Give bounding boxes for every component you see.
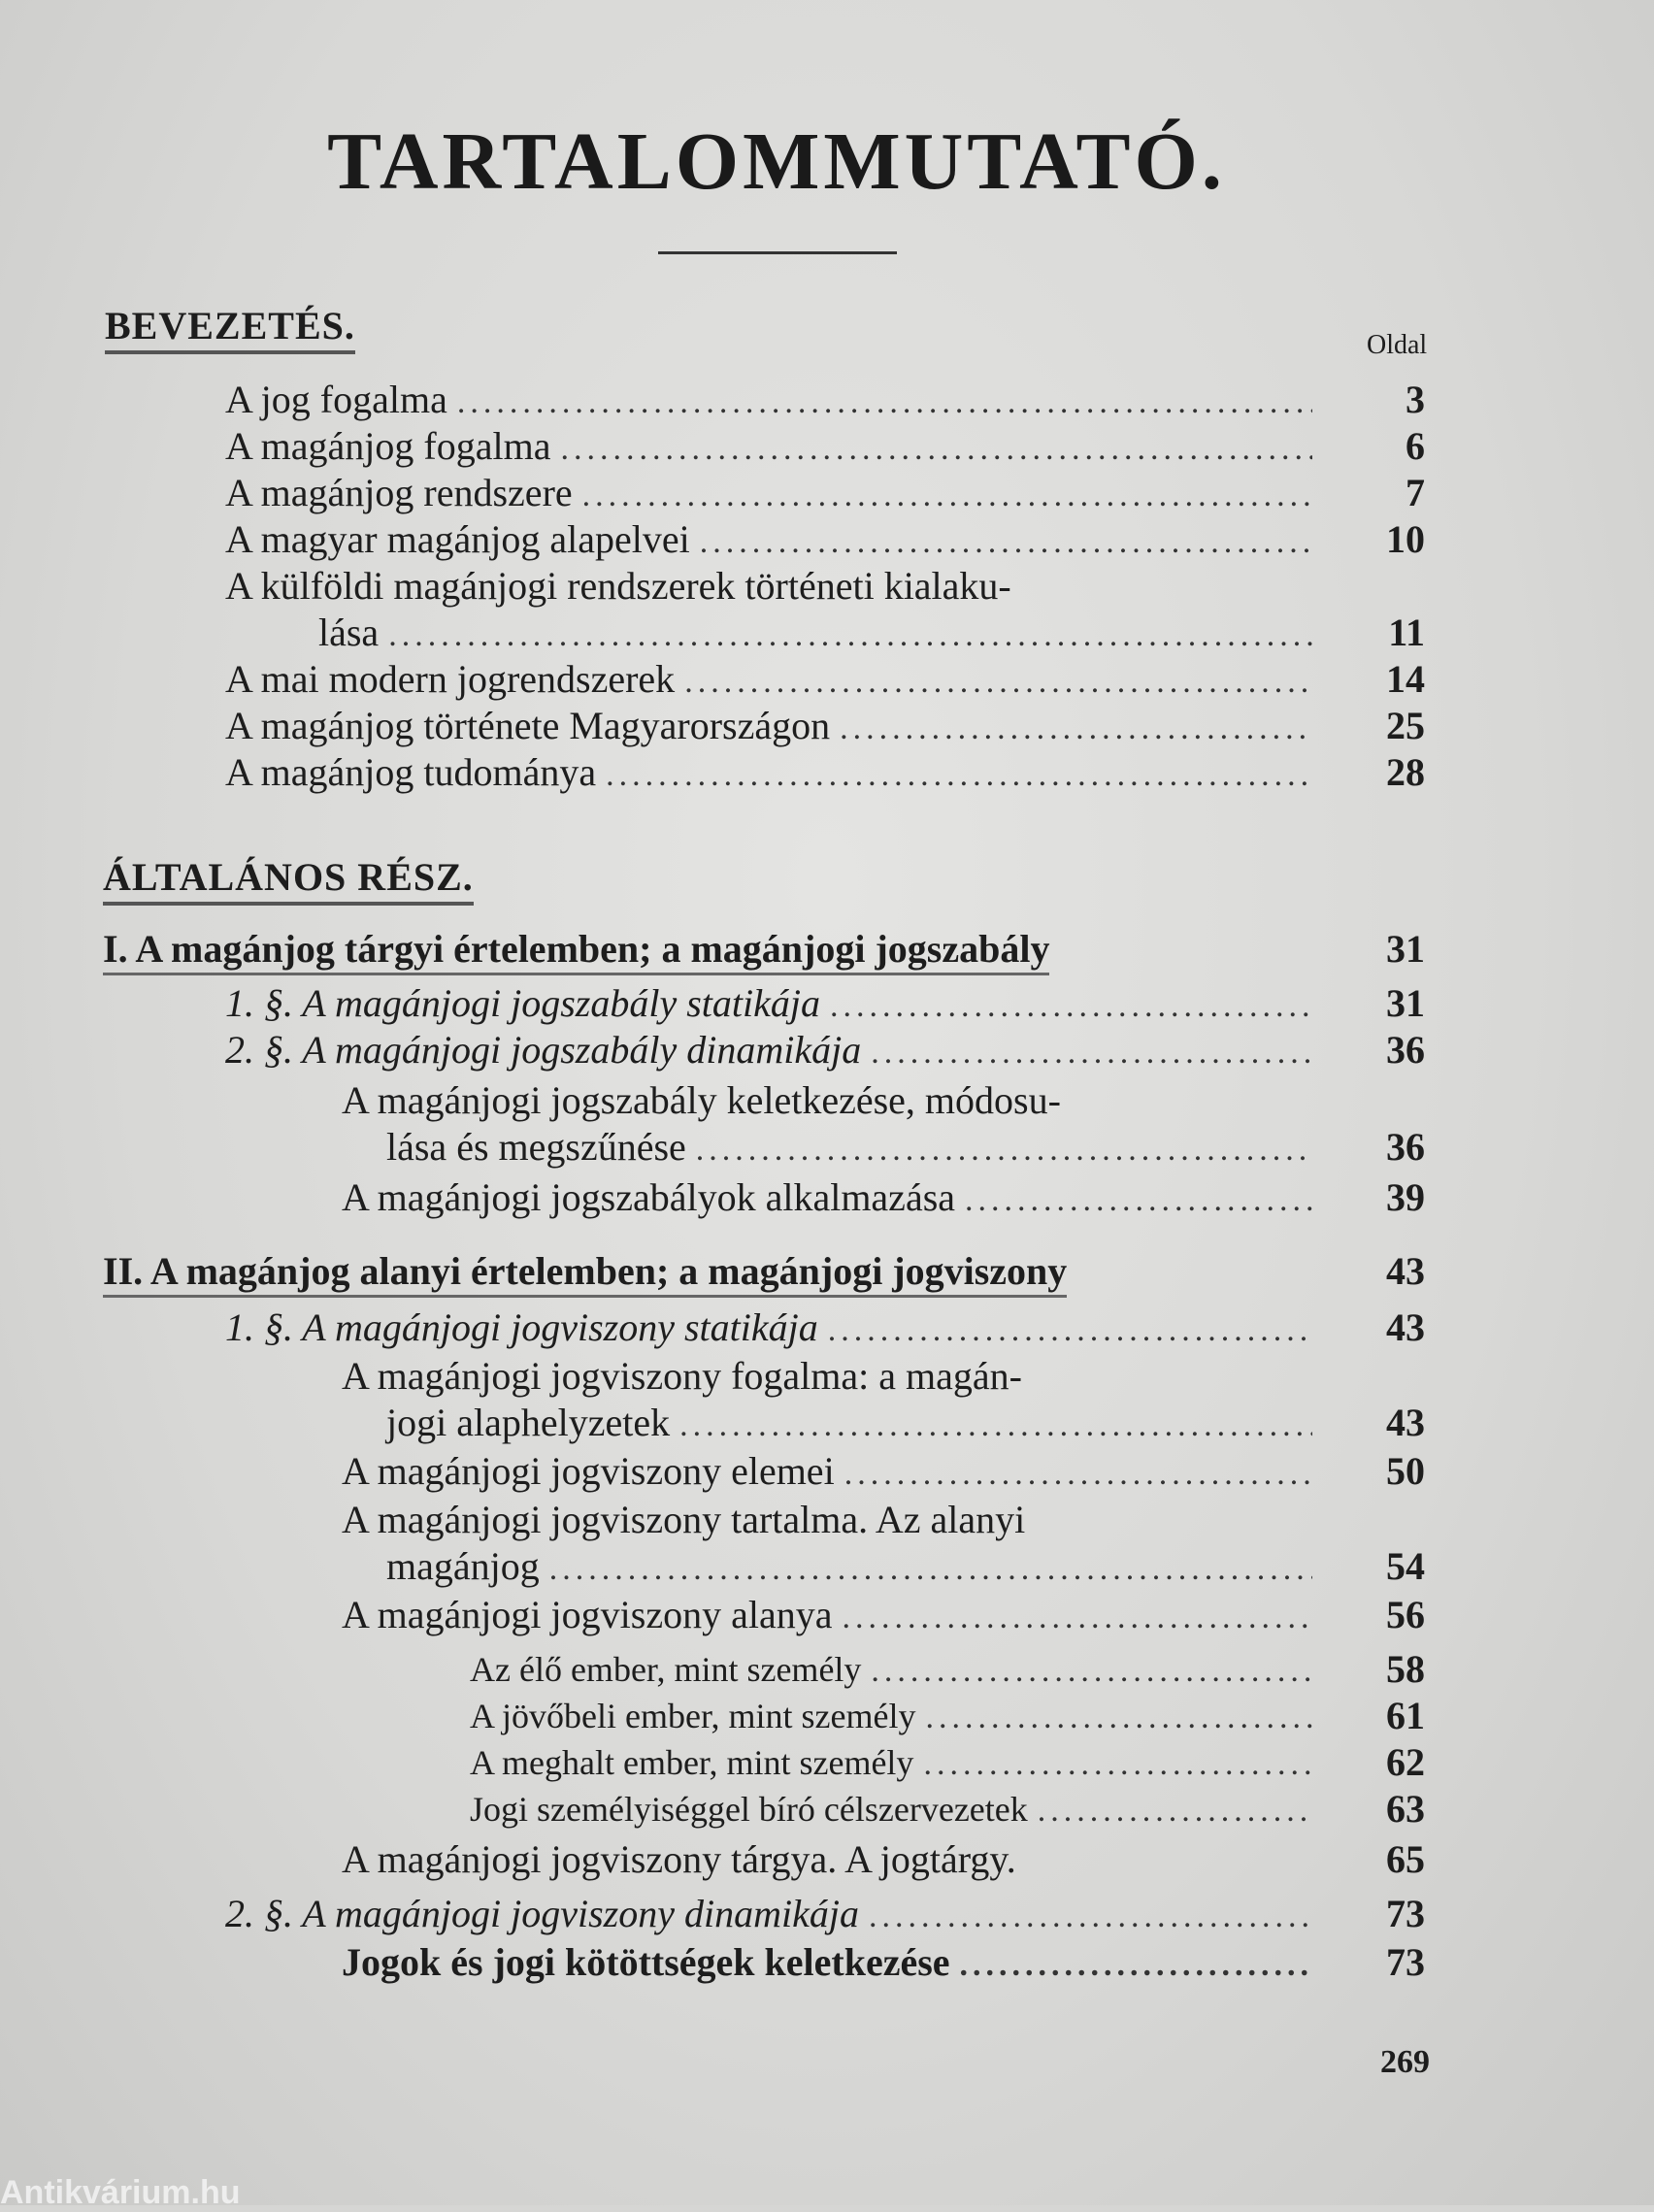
- toc-entry: 1. §. A magánjogi jogszabály statikája ..... 31: [225, 980, 1322, 1030]
- section-heading-general: ÁLTALÁNOS RÉSZ.: [103, 854, 474, 906]
- chapter-title: I. A magánjog tárgyi értelemben; a magánjogi jogszabály 31: [103, 926, 1322, 975]
- toc-entry: A magánjog rendszere ..... 7: [225, 470, 1322, 519]
- toc-entry: lása ..... 11: [318, 610, 1322, 659]
- toc-entry: A mai modern jogrendszerek ..... 14: [225, 656, 1322, 706]
- toc-entry: A magánjogi jogviszony alanya ..... 56: [342, 1592, 1322, 1641]
- toc-entry-line1: A magánjogi jogszabály keletkezése, módosu-: [342, 1078, 1061, 1122]
- toc-entry: A jog fogalma ..... 3: [225, 377, 1322, 426]
- section-heading-intro: BEVEZETÉS.: [105, 303, 355, 354]
- toc-entry: A magánjogi jogviszony elemei ..... 50: [342, 1448, 1322, 1498]
- toc-entry: lása és megszűnése ..... 36: [386, 1124, 1322, 1173]
- toc-entry: 2. §. A magánjogi jogszabály dinamikája ..... 36: [225, 1027, 1322, 1076]
- title-divider: [658, 251, 897, 254]
- toc-entry: jogi alaphelyzetek ..... 43: [386, 1400, 1322, 1449]
- toc-entry: A magánjogi jogviszony tárgya. A jogtárgy. 65: [342, 1837, 1425, 1881]
- toc-entry: A magánjog története Magyarországon ..... 25: [225, 703, 1322, 752]
- toc-entry: Az élő ember, mint személy ..... 58: [470, 1646, 1322, 1695]
- page-title: TARTALOMMUTATÓ.: [327, 116, 1226, 207]
- toc-entry-line1: A külföldi magánjogi rendszerek történeti kialaku-: [225, 564, 1011, 608]
- toc-entry-line1: A magánjogi jogviszony tartalma. Az alanyi: [342, 1498, 1026, 1541]
- chapter-title: II. A magánjog alanyi értelemben; a magánjogi jogviszony 43: [103, 1248, 1322, 1298]
- toc-entry: A meghalt ember, mint személy ..... 62: [470, 1739, 1322, 1788]
- toc-entry: Jogi személyiséggel bíró célszervezetek ..... 63: [470, 1786, 1322, 1834]
- toc-entry: A magánjog fogalma ..... 6: [225, 423, 1322, 473]
- toc-entry: A magyar magánjog alapelvei ..... 10: [225, 516, 1322, 566]
- toc-entry: 2. §. A magánjogi jogviszony dinamikája ..... 73: [225, 1891, 1322, 1940]
- toc-entry: Jogok és jogi kötöttségek keletkezése ..... 73: [342, 1939, 1322, 1989]
- toc-entry: A jövőbeli ember, mint személy ..... 61: [470, 1693, 1322, 1741]
- toc-entry: A magánjog tudománya ..... 28: [225, 749, 1322, 799]
- column-header-page: Oldal: [1367, 330, 1428, 360]
- toc-entry-line1: A magánjogi jogviszony fogalma: a magán-: [342, 1354, 1022, 1398]
- watermark: Antikvárium.hu: [0, 2174, 241, 2211]
- toc-entry: 1. §. A magánjogi jogviszony statikája ..... 43: [225, 1304, 1322, 1354]
- toc-entry: magánjog ..... 54: [386, 1543, 1322, 1593]
- toc-entry: A magánjogi jogszabályok alkalmazása ..... 39: [342, 1174, 1322, 1224]
- page-number: 269: [1380, 2044, 1430, 2080]
